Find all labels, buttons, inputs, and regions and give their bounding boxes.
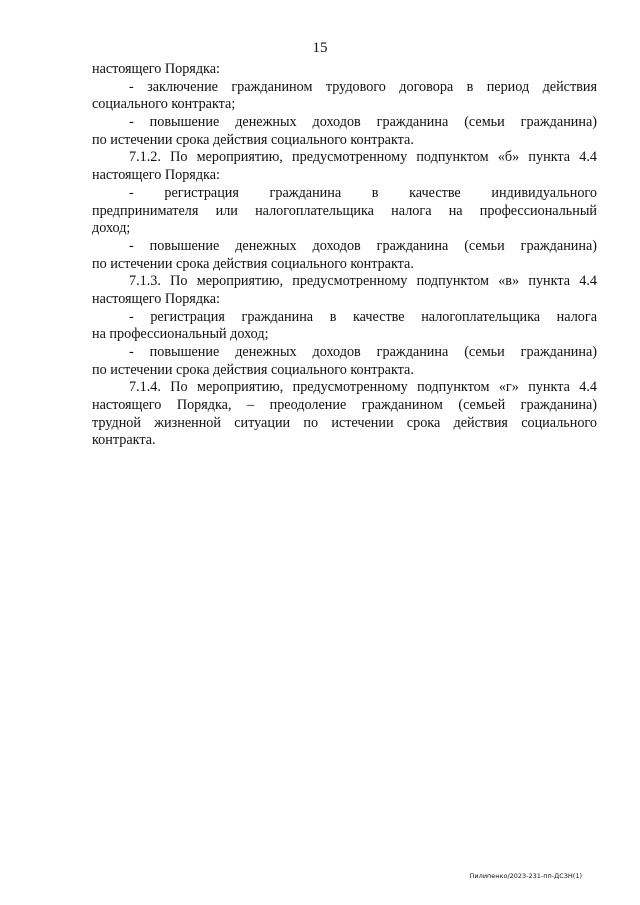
body-line: 7.1.4. По мероприятию, предусмотренному подпунктом «г» пункта 4.4 [129,379,597,396]
document-body [92,61,597,450]
body-line: трудной жизненной ситуации по истечении срока действия социального [92,414,597,431]
body-line: социального контракта; [92,96,236,113]
body-line: настоящего Порядка: [92,290,220,307]
body-line: по истечении срока действия социального контракта. [92,361,414,378]
body-line: 7.1.3. По мероприятию, предусмотренному подпунктом «в» пункта 4.4 [129,273,597,290]
body-line: настоящего Порядка: [92,61,220,77]
page-number: 15 [312,40,328,56]
body-line: - повышение денежных доходов гражданина (семьи гражданина) [129,237,597,254]
body-line: - регистрация гражданина в качестве индивидуального [129,184,597,201]
body-line: - повышение денежных доходов гражданина (семьи гражданина) [129,114,597,131]
body-line: настоящего Порядка: [92,167,220,184]
body-line: - повышение денежных доходов гражданина (семьи гражданина) [129,344,597,360]
body-line: 7.1.2. По мероприятию, предусмотренному подпунктом «б» пункта 4.4 [129,149,597,166]
body-line: доход; [92,220,131,237]
body-line: - заключение гражданином трудового договора в период действия [129,78,597,95]
body-line: по истечении срока действия социального контракта. [92,131,414,148]
body-line: контракта. [92,432,156,449]
body-line: предпринимателя или налогоплательщика налога на профессиональный [92,202,597,219]
body-line: по истечении срока действия социального контракта. [92,255,414,272]
body-line: на профессиональный доход; [92,326,269,343]
body-line: - регистрация гражданина в качестве налогоплательщика налога [129,308,597,325]
document-reference: Пилипенко/2023-231-пп-ДСЗН(1) [469,872,582,880]
body-line: настоящего Порядка, – преодоление гражданином (семьей гражданина) [92,397,597,414]
